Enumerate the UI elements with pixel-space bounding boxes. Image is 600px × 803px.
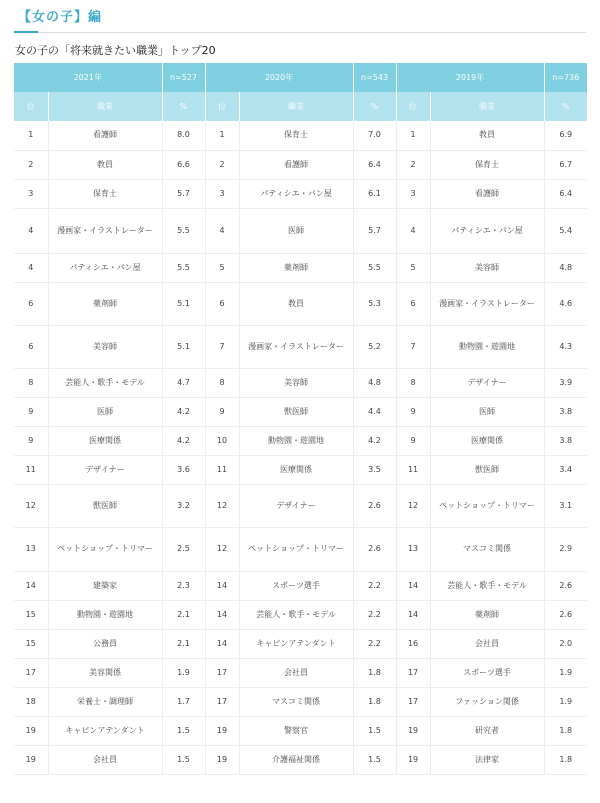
job-cell: デザイナー — [239, 484, 353, 527]
rank-cell: 8 — [14, 368, 48, 397]
percent-cell: 5.7 — [162, 179, 205, 208]
rank-cell: 6 — [396, 282, 430, 325]
job-cell: 薬剤師 — [430, 600, 544, 629]
percent-cell: 2.9 — [544, 527, 587, 571]
job-cell: スポーツ選手 — [239, 571, 353, 600]
percent-cell: 5.3 — [353, 282, 396, 325]
job-cell: 医師 — [430, 397, 544, 426]
table-row — [14, 455, 587, 484]
sample-size: n=527 — [162, 63, 205, 92]
job-cell: 看護師 — [48, 121, 162, 150]
sample-size: n=543 — [353, 63, 396, 92]
job-cell: 美容師 — [239, 368, 353, 397]
job-cell: ペットショップ・トリマー — [430, 484, 544, 527]
rank-cell: 14 — [14, 571, 48, 600]
percent-cell: 1.9 — [544, 658, 587, 687]
rank-cell: 11 — [396, 455, 430, 484]
rank-cell: 9 — [396, 397, 430, 426]
table-row — [14, 208, 587, 253]
percent-cell: 6.1 — [353, 179, 396, 208]
rank-cell: 14 — [396, 600, 430, 629]
percent-cell: 5.4 — [544, 208, 587, 253]
year-label: 2021年 — [14, 63, 162, 92]
rank-column-header: 位 — [205, 92, 239, 121]
job-cell: 漫画家・イラストレーター — [430, 282, 544, 325]
rank-cell: 5 — [205, 253, 239, 282]
job-cell: 芸能人・歌手・モデル — [430, 571, 544, 600]
table-row — [14, 716, 587, 745]
table-row — [14, 368, 587, 397]
year-header-row — [14, 63, 587, 92]
table-row — [14, 629, 587, 658]
rank-cell: 1 — [396, 121, 430, 150]
rank-cell: 2 — [205, 150, 239, 179]
rank-cell: 11 — [205, 455, 239, 484]
job-cell: 医師 — [48, 397, 162, 426]
rank-cell: 14 — [205, 571, 239, 600]
percent-cell: 1.8 — [353, 658, 396, 687]
percent-cell: 4.3 — [544, 325, 587, 368]
percent-cell: 4.8 — [353, 368, 396, 397]
job-cell: 保育士 — [48, 179, 162, 208]
rank-cell: 19 — [396, 716, 430, 745]
rank-cell: 14 — [205, 600, 239, 629]
table-row — [14, 150, 587, 179]
job-cell: 美容師 — [430, 253, 544, 282]
rank-cell: 12 — [396, 484, 430, 527]
rank-cell: 2 — [14, 150, 48, 179]
rank-cell: 3 — [396, 179, 430, 208]
rank-cell: 17 — [396, 658, 430, 687]
job-cell: 獣医師 — [48, 484, 162, 527]
rank-cell: 3 — [14, 179, 48, 208]
rank-cell: 1 — [14, 121, 48, 150]
percent-cell: 8.0 — [162, 121, 205, 150]
percent-cell: 5.1 — [162, 282, 205, 325]
job-cell: 獣医師 — [239, 397, 353, 426]
percent-cell: 2.6 — [353, 527, 396, 571]
job-cell: キャビンアテンダント — [48, 716, 162, 745]
percent-cell: 1.5 — [162, 716, 205, 745]
table-row — [14, 571, 587, 600]
percent-cell: 6.7 — [544, 150, 587, 179]
rank-cell: 12 — [14, 484, 48, 527]
job-cell: 介護福祉関係 — [239, 745, 353, 774]
percent-cell: 6.9 — [544, 121, 587, 150]
column-header-row — [14, 92, 587, 121]
table-row — [14, 426, 587, 455]
job-cell: 栄養士・調理師 — [48, 687, 162, 716]
rank-cell: 19 — [396, 745, 430, 774]
percent-cell: 5.5 — [162, 253, 205, 282]
table-row — [14, 745, 587, 774]
rank-cell: 1 — [205, 121, 239, 150]
ranking-table — [14, 63, 587, 775]
section-heading: 【女の子】編 — [18, 10, 103, 25]
job-cell: 教員 — [430, 121, 544, 150]
job-cell: 芸能人・歌手・モデル — [239, 600, 353, 629]
job-cell: 動物園・遊園地 — [239, 426, 353, 455]
percent-cell: 3.5 — [353, 455, 396, 484]
table-row — [14, 658, 587, 687]
percent-cell: 3.1 — [544, 484, 587, 527]
percent-cell: 6.4 — [353, 150, 396, 179]
rank-cell: 2 — [396, 150, 430, 179]
percent-cell: 4.7 — [162, 368, 205, 397]
percent-cell: 4.2 — [162, 397, 205, 426]
table-row — [14, 121, 587, 150]
job-cell: 看護師 — [430, 179, 544, 208]
job-cell: パティシエ・パン屋 — [48, 253, 162, 282]
rank-cell: 14 — [396, 571, 430, 600]
job-cell: 美容師 — [48, 325, 162, 368]
percent-cell: 3.8 — [544, 397, 587, 426]
percent-cell: 5.1 — [162, 325, 205, 368]
rank-cell: 17 — [205, 658, 239, 687]
rank-cell: 3 — [205, 179, 239, 208]
percent-cell: 1.7 — [162, 687, 205, 716]
percent-cell: 2.2 — [353, 629, 396, 658]
percent-cell: 7.0 — [353, 121, 396, 150]
rank-cell: 6 — [14, 282, 48, 325]
percent-cell: 3.8 — [544, 426, 587, 455]
table-row — [14, 397, 587, 426]
rank-cell: 8 — [396, 368, 430, 397]
percent-cell: 3.9 — [544, 368, 587, 397]
percent-cell: 5.2 — [353, 325, 396, 368]
percent-cell: 1.8 — [544, 745, 587, 774]
job-cell: 動物園・遊園地 — [48, 600, 162, 629]
rank-cell: 18 — [14, 687, 48, 716]
year-label: 2020年 — [205, 63, 353, 92]
rank-cell: 16 — [396, 629, 430, 658]
percent-cell: 1.9 — [544, 687, 587, 716]
rank-cell: 19 — [205, 745, 239, 774]
rank-cell: 19 — [205, 716, 239, 745]
percent-cell: 3.4 — [544, 455, 587, 484]
rank-cell: 17 — [205, 687, 239, 716]
percent-column-header: % — [353, 92, 396, 121]
percent-cell: 6.6 — [162, 150, 205, 179]
rank-cell: 5 — [396, 253, 430, 282]
job-cell: 会社員 — [430, 629, 544, 658]
rank-cell: 9 — [396, 426, 430, 455]
table-row — [14, 282, 587, 325]
job-cell: 保育士 — [239, 121, 353, 150]
rank-cell: 4 — [14, 253, 48, 282]
percent-cell: 6.4 — [544, 179, 587, 208]
rank-cell: 6 — [14, 325, 48, 368]
table-row — [14, 325, 587, 368]
rank-cell: 15 — [14, 600, 48, 629]
percent-cell: 1.9 — [162, 658, 205, 687]
job-cell: パティシエ・パン屋 — [239, 179, 353, 208]
job-cell: ペットショップ・トリマー — [48, 527, 162, 571]
job-cell: ファッション関係 — [430, 687, 544, 716]
percent-column-header: % — [544, 92, 587, 121]
job-cell: 看護師 — [239, 150, 353, 179]
table-row — [14, 179, 587, 208]
job-cell: 芸能人・歌手・モデル — [48, 368, 162, 397]
job-cell: 教員 — [48, 150, 162, 179]
percent-cell: 2.3 — [162, 571, 205, 600]
rank-cell: 9 — [14, 426, 48, 455]
rank-cell: 6 — [205, 282, 239, 325]
job-cell: 漫画家・イラストレーター — [48, 208, 162, 253]
percent-cell: 3.2 — [162, 484, 205, 527]
job-cell: 建築家 — [48, 571, 162, 600]
rank-cell: 9 — [14, 397, 48, 426]
rank-cell: 15 — [14, 629, 48, 658]
rank-cell: 13 — [396, 527, 430, 571]
rank-cell: 10 — [205, 426, 239, 455]
job-cell: 医療関係 — [239, 455, 353, 484]
percent-cell: 1.5 — [162, 745, 205, 774]
percent-cell: 5.7 — [353, 208, 396, 253]
job-cell: パティシエ・パン屋 — [430, 208, 544, 253]
job-cell: 薬剤師 — [48, 282, 162, 325]
percent-cell: 1.8 — [544, 716, 587, 745]
percent-column-header: % — [162, 92, 205, 121]
rank-column-header: 位 — [14, 92, 48, 121]
job-cell: 医療関係 — [48, 426, 162, 455]
percent-cell: 4.4 — [353, 397, 396, 426]
sample-size: n=736 — [544, 63, 587, 92]
job-cell: 研究者 — [430, 716, 544, 745]
rank-column-header: 位 — [396, 92, 430, 121]
rank-cell: 17 — [14, 658, 48, 687]
table-row — [14, 253, 587, 282]
percent-cell: 2.6 — [353, 484, 396, 527]
table-row — [14, 687, 587, 716]
year-label: 2019年 — [396, 63, 544, 92]
job-cell: 保育士 — [430, 150, 544, 179]
rank-cell: 13 — [14, 527, 48, 571]
percent-cell: 2.1 — [162, 600, 205, 629]
job-cell: デザイナー — [48, 455, 162, 484]
job-cell: 薬剤師 — [239, 253, 353, 282]
job-cell: 動物園・遊園地 — [430, 325, 544, 368]
job-cell: マスコミ関係 — [239, 687, 353, 716]
percent-cell: 1.5 — [353, 716, 396, 745]
percent-cell: 5.5 — [162, 208, 205, 253]
table-row — [14, 600, 587, 629]
job-column-header: 職業 — [239, 92, 353, 121]
rank-cell: 4 — [396, 208, 430, 253]
percent-cell: 2.2 — [353, 600, 396, 629]
rank-cell: 17 — [396, 687, 430, 716]
job-cell: ペットショップ・トリマー — [239, 527, 353, 571]
rank-cell: 19 — [14, 745, 48, 774]
table-title: 女の子の「将来就きたい職業」トップ20 — [15, 44, 216, 57]
rank-cell: 8 — [205, 368, 239, 397]
heading-accent-bar — [14, 31, 38, 33]
job-cell: 医師 — [239, 208, 353, 253]
rank-cell: 11 — [14, 455, 48, 484]
percent-cell: 4.2 — [353, 426, 396, 455]
job-column-header: 職業 — [48, 92, 162, 121]
job-cell: 法律家 — [430, 745, 544, 774]
percent-cell: 1.8 — [353, 687, 396, 716]
rank-cell: 7 — [205, 325, 239, 368]
percent-cell: 3.6 — [162, 455, 205, 484]
percent-cell: 4.2 — [162, 426, 205, 455]
job-cell: 獣医師 — [430, 455, 544, 484]
percent-cell: 5.5 — [353, 253, 396, 282]
percent-cell: 2.1 — [162, 629, 205, 658]
job-cell: スポーツ選手 — [430, 658, 544, 687]
table-row — [14, 527, 587, 571]
job-cell: 公務員 — [48, 629, 162, 658]
percent-cell: 4.6 — [544, 282, 587, 325]
job-cell: 教員 — [239, 282, 353, 325]
percent-cell: 2.6 — [544, 571, 587, 600]
rank-cell: 4 — [205, 208, 239, 253]
table-row — [14, 484, 587, 527]
job-cell: 警察官 — [239, 716, 353, 745]
job-cell: デザイナー — [430, 368, 544, 397]
percent-cell: 4.8 — [544, 253, 587, 282]
rank-cell: 9 — [205, 397, 239, 426]
rank-cell: 19 — [14, 716, 48, 745]
job-cell: 会社員 — [48, 745, 162, 774]
percent-cell: 2.0 — [544, 629, 587, 658]
job-cell: キャビンアテンダント — [239, 629, 353, 658]
rank-cell: 12 — [205, 527, 239, 571]
job-cell: 会社員 — [239, 658, 353, 687]
heading-divider — [14, 32, 586, 33]
job-cell: 美容関係 — [48, 658, 162, 687]
percent-cell: 2.6 — [544, 600, 587, 629]
rank-cell: 12 — [205, 484, 239, 527]
percent-cell: 2.5 — [162, 527, 205, 571]
job-cell: 漫画家・イラストレーター — [239, 325, 353, 368]
percent-cell: 2.2 — [353, 571, 396, 600]
rank-cell: 4 — [14, 208, 48, 253]
job-cell: 医療関係 — [430, 426, 544, 455]
job-cell: マスコミ関係 — [430, 527, 544, 571]
rank-cell: 14 — [205, 629, 239, 658]
rank-cell: 7 — [396, 325, 430, 368]
percent-cell: 1.5 — [353, 745, 396, 774]
job-column-header: 職業 — [430, 92, 544, 121]
